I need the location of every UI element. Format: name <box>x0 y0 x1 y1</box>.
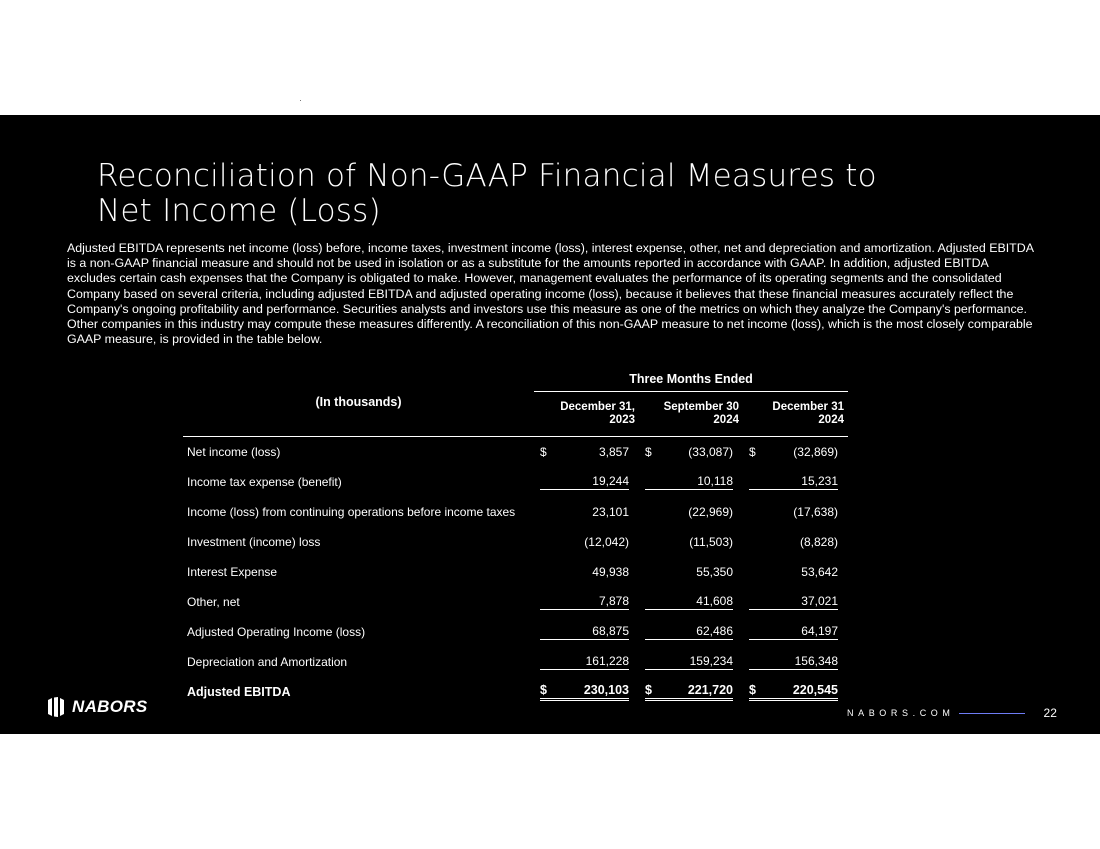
total-row <box>183 677 848 707</box>
slide <box>0 115 1100 734</box>
table-row <box>183 647 848 677</box>
header-row-1 <box>183 367 848 392</box>
page-title <box>97 159 897 229</box>
currency-symbol: $ <box>540 683 547 697</box>
cell-value: 49,938 <box>592 564 629 579</box>
website-label: NABORS.COM <box>847 708 955 718</box>
currency-symbol: $ <box>645 683 652 697</box>
row-label: Other, net <box>187 595 240 609</box>
column-header-line1: December 31 <box>772 401 844 413</box>
cell-value: 55,350 <box>696 564 733 579</box>
reconciliation-table <box>183 367 848 707</box>
title-line-2: Net Income (Loss) <box>97 193 381 229</box>
cell-value: (32,869) <box>793 444 838 459</box>
row-label: Income tax expense (benefit) <box>187 475 342 489</box>
cell-value: 68,875 <box>592 624 629 638</box>
nabors-logo-icon <box>46 697 68 717</box>
cell-value: 156,348 <box>794 654 838 668</box>
cell-value: 23,101 <box>592 504 629 519</box>
accent-line <box>959 713 1025 714</box>
table-row <box>183 587 848 617</box>
column-header <box>534 392 639 437</box>
nabors-logo <box>46 697 147 717</box>
currency-symbol: $ <box>645 444 652 459</box>
currency-symbol: $ <box>540 444 547 459</box>
table-row <box>183 557 848 587</box>
cell-value: 19,244 <box>592 474 629 488</box>
table-row <box>183 467 848 497</box>
row-label: Adjusted EBITDA <box>187 685 291 699</box>
cell-value: 62,486 <box>696 624 733 638</box>
cell-value: (22,969) <box>688 504 733 519</box>
cell-value: 221,720 <box>687 683 733 697</box>
cell-value: 10,118 <box>697 474 733 488</box>
column-header-line2: 2024 <box>713 414 739 426</box>
table-row <box>183 497 848 527</box>
row-label: Adjusted Operating Income (loss) <box>187 625 366 639</box>
cell-value: (12,042) <box>584 534 629 549</box>
title-line-1: Reconciliation of Non-GAAP Financial Measures to <box>97 158 877 194</box>
column-header-line1: December 31, <box>560 401 635 413</box>
column-header-line2: 2024 <box>818 414 844 426</box>
cell-value: 3,857 <box>598 444 629 459</box>
row-label: Depreciation and Amortization <box>187 655 348 669</box>
row-label: Interest Expense <box>187 565 278 579</box>
cell-value: 7,878 <box>598 594 629 608</box>
currency-symbol: $ <box>749 683 756 697</box>
cell-value: 230,103 <box>583 683 629 697</box>
cell-value: 41,608 <box>696 594 733 608</box>
cell-value: 37,021 <box>801 594 838 608</box>
cell-value: (33,087) <box>688 444 733 459</box>
description-paragraph: Adjusted EBITDA represents net income (loss) before, income taxes, investment income (loss), interest expense, other, net and depreciation and amortization. Adjusted EBITDA is a non-GAAP financial measure and should not be used in isolation or as a substitute for the amounts reported in accordance with GAAP. In addition, adjusted EBITDA excludes certain cash expenses that the Company is obligated to make. However, management evaluates the performance of its operating segments and the consolidated Company based on several criteria, including adjusted EBITDA and adjusted operating income (loss), because it believes that these financial measures accurately reflect the Company's ongoing profitability and performance. Securities analysts and investors use this measure as one of the metrics on which they analyze the Company's performance. Other companies in this industry may compute these measures differently. A reconciliation of this non-GAAP measure to net income (loss), which is the most closely comparable GAAP measure, is provided in the table below. <box>67 241 1034 347</box>
stray-dot <box>300 100 301 101</box>
row-label: Investment (income) loss <box>187 535 321 549</box>
column-header <box>639 392 743 437</box>
table-row <box>183 617 848 647</box>
cell-value: 53,642 <box>801 564 838 579</box>
page-number: 22 <box>1043 706 1057 720</box>
column-header-line1: September 30 <box>663 401 739 413</box>
cell-value: (11,503) <box>689 534 733 549</box>
cell-value: (17,638) <box>793 504 838 519</box>
logo-text: NABORS <box>72 697 148 716</box>
column-header <box>743 392 848 437</box>
cell-value: 159,234 <box>689 654 733 668</box>
table-row <box>183 437 848 467</box>
row-label: Net income (loss) <box>187 445 281 459</box>
currency-symbol: $ <box>749 444 756 459</box>
group-header: Three Months Ended <box>534 367 848 392</box>
cell-value: 64,197 <box>801 624 838 638</box>
cell-value: 15,231 <box>801 474 838 488</box>
column-header-line2: 2023 <box>609 414 635 426</box>
cell-value: 220,545 <box>792 683 838 697</box>
footer-right <box>847 706 1057 720</box>
table-row <box>183 527 848 557</box>
cell-value: 161,228 <box>585 654 629 668</box>
cell-value: (8,828) <box>799 534 838 549</box>
row-label: Income (loss) from continuing operations before income taxes <box>187 505 516 519</box>
units-label: (In thousands) <box>315 394 402 409</box>
